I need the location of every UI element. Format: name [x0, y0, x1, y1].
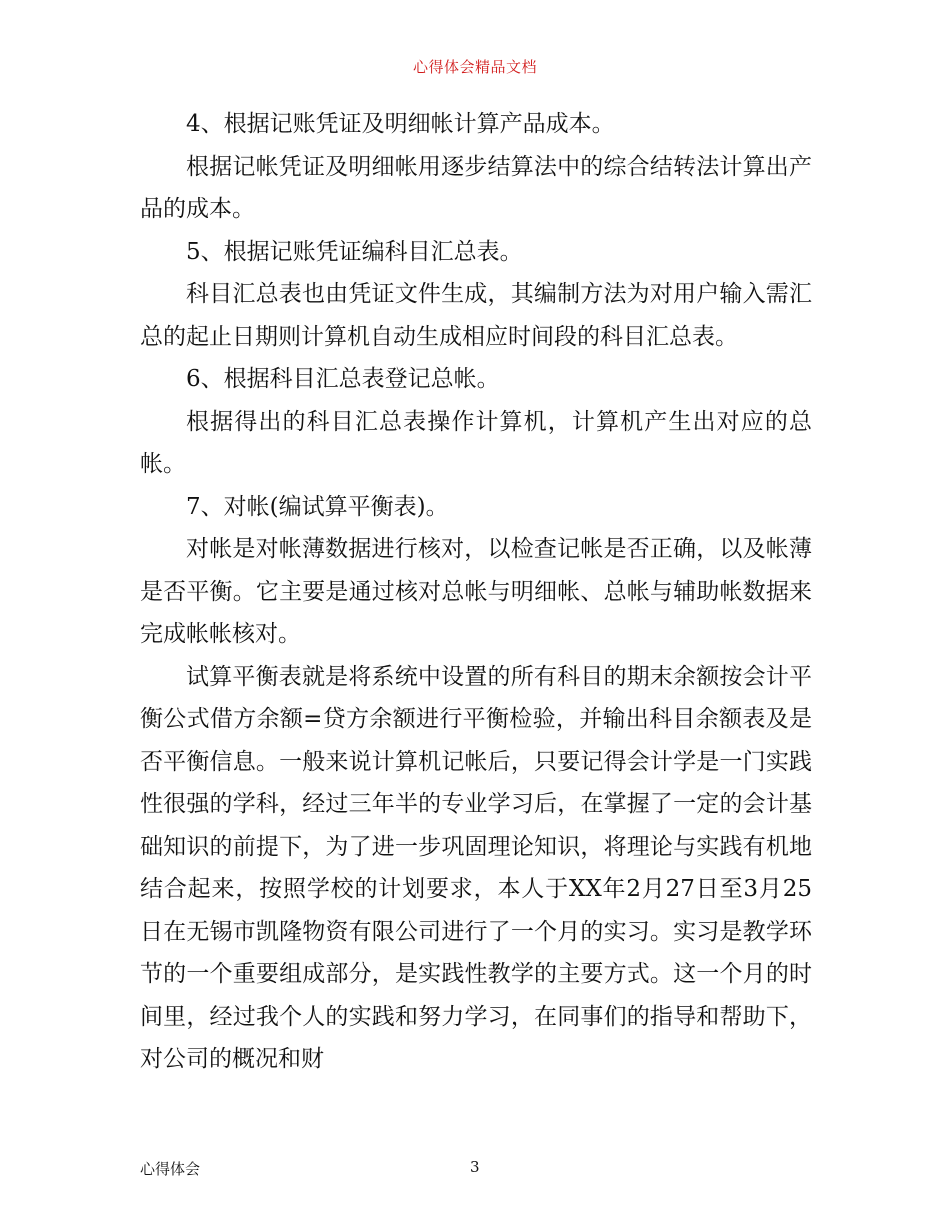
- paragraph-2: 根据记帐凭证及明细帐用逐步结算法中的综合结转法计算出产品的成本。: [140, 153, 812, 222]
- page-header-title: 心得体会精品文档: [412, 58, 537, 76]
- paragraph-9: 试算平衡表就是将系统中设置的所有科目的期末余额按会计平衡公式借方余额=贷方余额进行平衡检验，并输出科目余额表及是否平衡信息。一般来说计算机记帐后，只要记得会计学是一门实践性很强的学科，经过三年半的专业学习后，在掌握了一定的会计基础知识的前提下，为了进一步巩固理论知识，将理论与实践有机地结合起来，按照学校的计划要求，本人于XX年2月27日至3月25日在无锡市凯隆物资有限公司进行了一个月的实习。实习是教学环节的一个重要组成部分，是实践性教学的主要方式。这一个月的时间里，经过我个人的实践和努力学习，在同事们的指导和帮助下，对公司的概况和财: [140, 663, 812, 1072]
- document-body: [140, 103, 812, 1081]
- paragraph-5: 6、根据科目汇总表登记总帐。: [186, 366, 500, 392]
- paragraph-7: 7、对帐(编试算平衡表)。: [186, 493, 449, 520]
- paragraph-8: 对帐是对帐薄数据进行核对，以检查记帐是否正确，以及帐薄是否平衡。它主要是通过核对总帐与明细帐、总帐与辅助帐数据来完成帐帐核对。: [140, 536, 812, 647]
- page-number: 3: [470, 1158, 480, 1176]
- paragraph-3: 5、根据记账凭证编科目汇总表。: [186, 238, 523, 265]
- paragraph-4: 科目汇总表也由凭证文件生成，其编制方法为对用户输入需汇总的起止日期则计算机自动生成相应时间段的科目汇总表。: [140, 281, 812, 350]
- footer-label: 心得体会: [140, 1160, 201, 1178]
- paragraph-1: 4、根据记账凭证及明细帐计算产品成本。: [186, 111, 615, 137]
- paragraph-6: 根据得出的科目汇总表操作计算机，计算机产生出对应的总帐。: [140, 408, 812, 477]
